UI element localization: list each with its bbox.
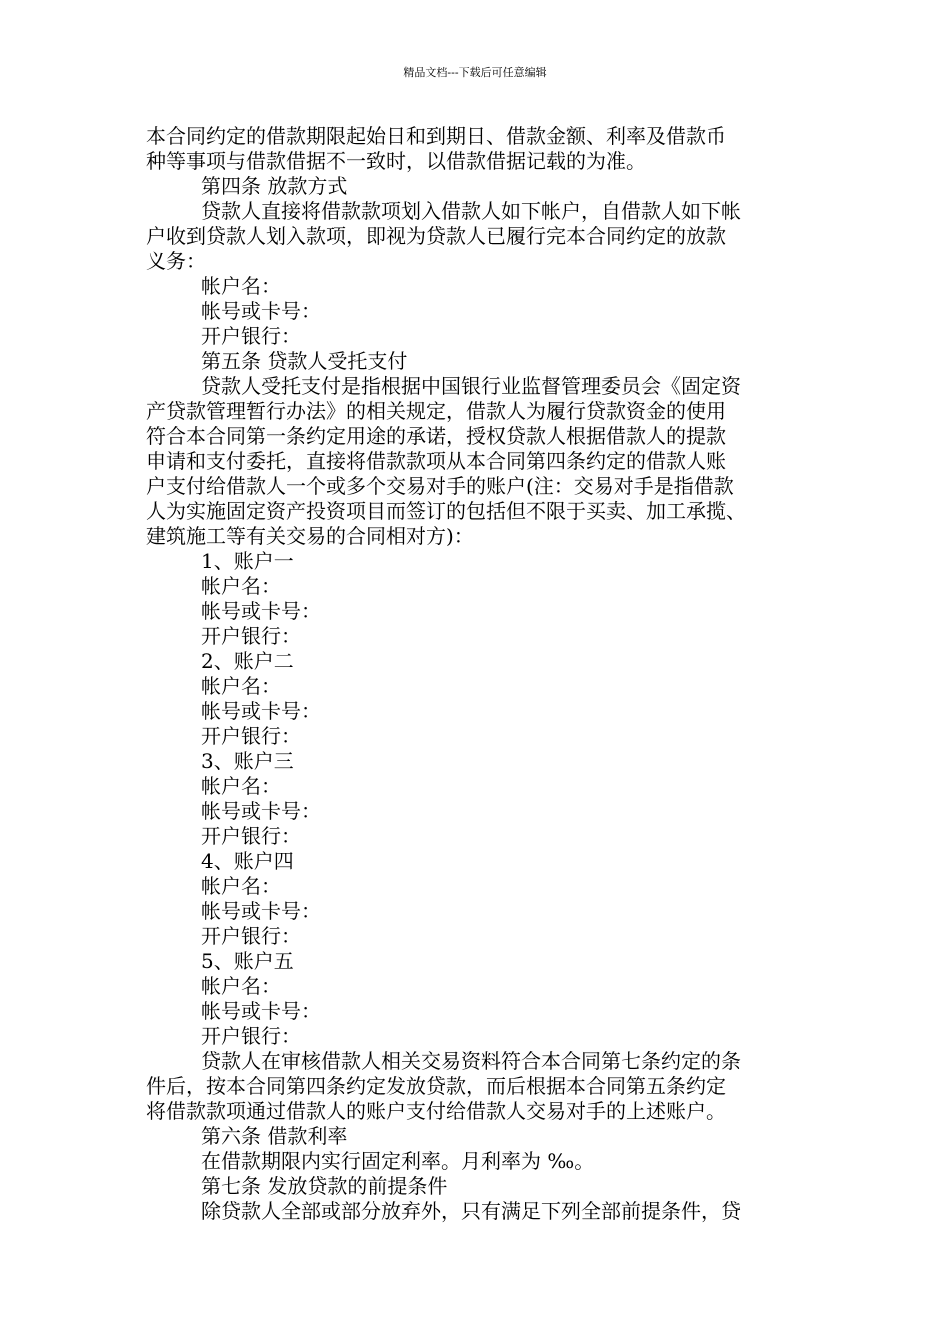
text-line: 在借款期限内实行固定利率。月利率为 ‰。 xyxy=(201,1149,595,1173)
text-line: 4、账户四 xyxy=(201,849,294,873)
text-line: 帐号或卡号： xyxy=(201,699,321,723)
text-line: 建筑施工等有关交易的合同相对方)： xyxy=(146,524,474,548)
text-line: 帐户名： xyxy=(201,774,281,798)
text-line: 开户银行： xyxy=(201,324,301,348)
text-line: 人为实施固定资产投资项目而签订的包括但不限于买卖、加工承揽、 xyxy=(146,499,746,523)
text-line: 种等事项与借款借据不一致时，以借款借据记载的为准。 xyxy=(146,149,646,173)
text-line: 开户银行： xyxy=(201,924,301,948)
text-line: 符合本合同第一条约定用途的承诺，授权贷款人根据借款人的提款 xyxy=(146,424,726,448)
text-line: 产贷款管理暂行办法》的相关规定，借款人为履行贷款资金的使用 xyxy=(146,399,726,423)
text-line: 除贷款人全部或部分放弃外，只有满足下列全部前提条件，贷 xyxy=(201,1199,741,1223)
text-line: 帐户名： xyxy=(201,974,281,998)
text-line: 件后，按本合同第四条约定发放贷款，而后根据本合同第五条约定 xyxy=(146,1074,726,1098)
document-body xyxy=(146,124,806,1224)
text-line: 第六条 借款利率 xyxy=(201,1124,348,1148)
text-line: 帐号或卡号： xyxy=(201,899,321,923)
text-line: 帐户名： xyxy=(201,574,281,598)
text-line: 帐号或卡号： xyxy=(201,999,321,1023)
text-line: 5、账户五 xyxy=(201,949,294,973)
text-line: 开户银行： xyxy=(201,1024,301,1048)
text-line: 帐户名： xyxy=(201,674,281,698)
page-header: 精品文档---下载后可任意编辑 xyxy=(403,66,547,79)
text-line: 义务： xyxy=(146,249,206,273)
text-line: 第五条 贷款人受托支付 xyxy=(201,349,408,373)
text-line: 帐户名： xyxy=(201,874,281,898)
text-line: 帐户名： xyxy=(201,274,281,298)
text-line: 申请和支付委托，直接将借款款项从本合同第四条约定的借款人账 xyxy=(146,449,726,473)
text-line: 开户银行： xyxy=(201,624,301,648)
text-line: 贷款人直接将借款款项划入借款人如下帐户，自借款人如下帐 xyxy=(201,199,741,223)
text-line: 开户银行： xyxy=(201,824,301,848)
text-line: 2、账户二 xyxy=(201,649,294,673)
text-line: 帐号或卡号： xyxy=(201,799,321,823)
text-line: 贷款人受托支付是指根据中国银行业监督管理委员会《固定资 xyxy=(201,374,741,398)
text-line: 第七条 发放贷款的前提条件 xyxy=(201,1174,448,1198)
text-line: 帐号或卡号： xyxy=(201,299,321,323)
text-line: 贷款人在审核借款人相关交易资料符合本合同第七条约定的条 xyxy=(201,1049,741,1073)
text-line: 开户银行： xyxy=(201,724,301,748)
text-line: 将借款款项通过借款人的账户支付给借款人交易对手的上述账户。 xyxy=(146,1099,726,1123)
text-line: 3、账户三 xyxy=(201,749,294,773)
text-line: 1、账户一 xyxy=(201,549,294,573)
text-line: 本合同约定的借款期限起始日和到期日、借款金额、利率及借款币 xyxy=(146,124,726,148)
text-line: 户支付给借款人一个或多个交易对手的账户(注：交易对手是指借款 xyxy=(146,474,734,498)
text-line: 户收到贷款人划入款项，即视为贷款人已履行完本合同约定的放款 xyxy=(146,224,726,248)
text-line: 第四条 放款方式 xyxy=(201,174,348,198)
text-line: 帐号或卡号： xyxy=(201,599,321,623)
